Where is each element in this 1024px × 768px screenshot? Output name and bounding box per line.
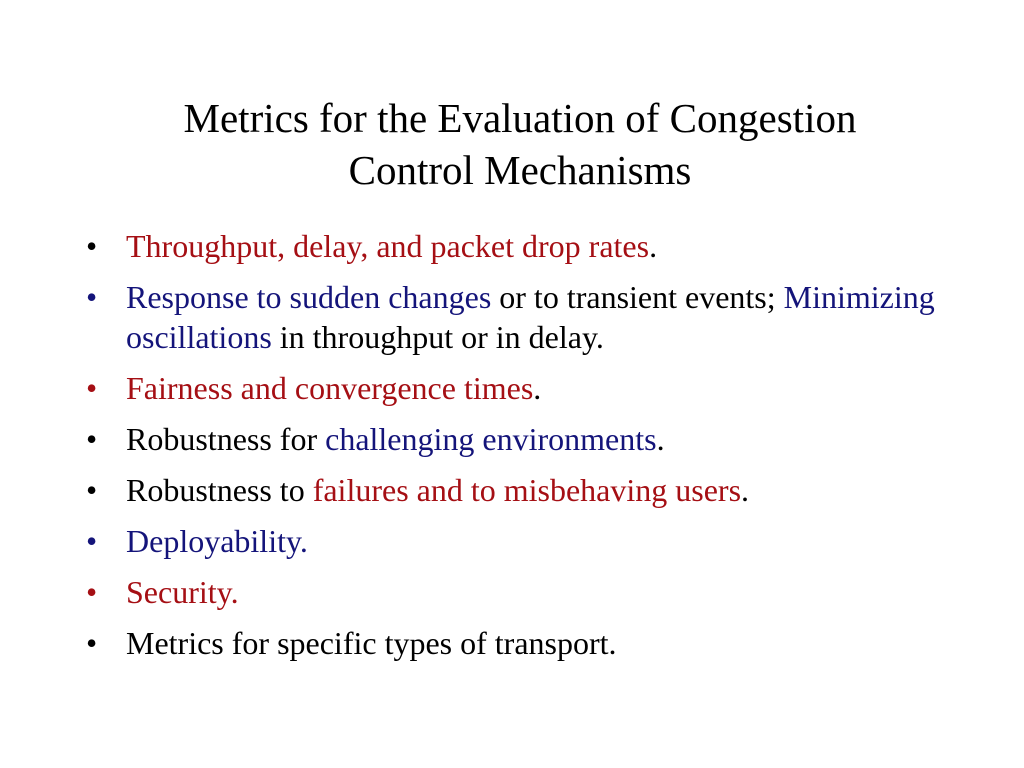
slide-title bbox=[100, 92, 940, 196]
bullet-dot: • bbox=[86, 523, 98, 559]
bullet-text-segment: Deployability. bbox=[126, 523, 308, 559]
bullet-text-segment: Security. bbox=[126, 574, 239, 610]
bullet-text-segment: in throughput or in delay. bbox=[271, 319, 604, 355]
bullet-item bbox=[86, 521, 966, 561]
bullet-text-segment: Minimizing oscillations bbox=[126, 279, 943, 355]
bullet-dot: • bbox=[86, 370, 98, 406]
bullet-text-segment: . bbox=[741, 472, 750, 508]
slide-title-line-1: Metrics for the Evaluation of Congestion bbox=[183, 95, 857, 141]
slide-title-line-2: Control Mechanisms bbox=[348, 147, 692, 193]
bullet-text-segment: Metrics for specific types of transport. bbox=[126, 625, 617, 661]
bullet-text-segment: Robustness to bbox=[126, 472, 313, 508]
bullet-text-segment: Throughput, delay, and packet drop rates bbox=[126, 228, 650, 264]
bullet-text-segment: failures and to misbehaving users bbox=[312, 472, 742, 508]
bullet-dot: • bbox=[86, 574, 98, 610]
bullet-text-segment: challenging environments bbox=[325, 421, 657, 457]
bullet-item bbox=[86, 368, 966, 408]
bullet-dot: • bbox=[86, 279, 98, 315]
bullet-dot: • bbox=[86, 472, 98, 508]
bullet-item bbox=[86, 226, 966, 266]
bullet-item bbox=[86, 470, 966, 510]
bullet-item bbox=[86, 277, 966, 357]
bullet-item bbox=[86, 572, 966, 612]
bullet-dot: • bbox=[86, 228, 98, 264]
bullet-item bbox=[86, 623, 966, 663]
bullet-text-segment: or to transient events; bbox=[491, 279, 784, 315]
bullet-dot: • bbox=[86, 421, 98, 457]
bullet-dot: • bbox=[86, 625, 98, 661]
bullet-text-segment: . bbox=[656, 421, 665, 457]
bullet-text-segment: . bbox=[649, 228, 658, 264]
bullet-text-segment: Robustness for bbox=[126, 421, 326, 457]
bullet-item bbox=[86, 419, 966, 459]
bullet-list bbox=[86, 226, 966, 674]
bullet-text-segment: Fairness and convergence times bbox=[126, 370, 534, 406]
bullet-text-segment: Response to sudden changes bbox=[126, 279, 492, 315]
bullet-text-segment: . bbox=[533, 370, 542, 406]
